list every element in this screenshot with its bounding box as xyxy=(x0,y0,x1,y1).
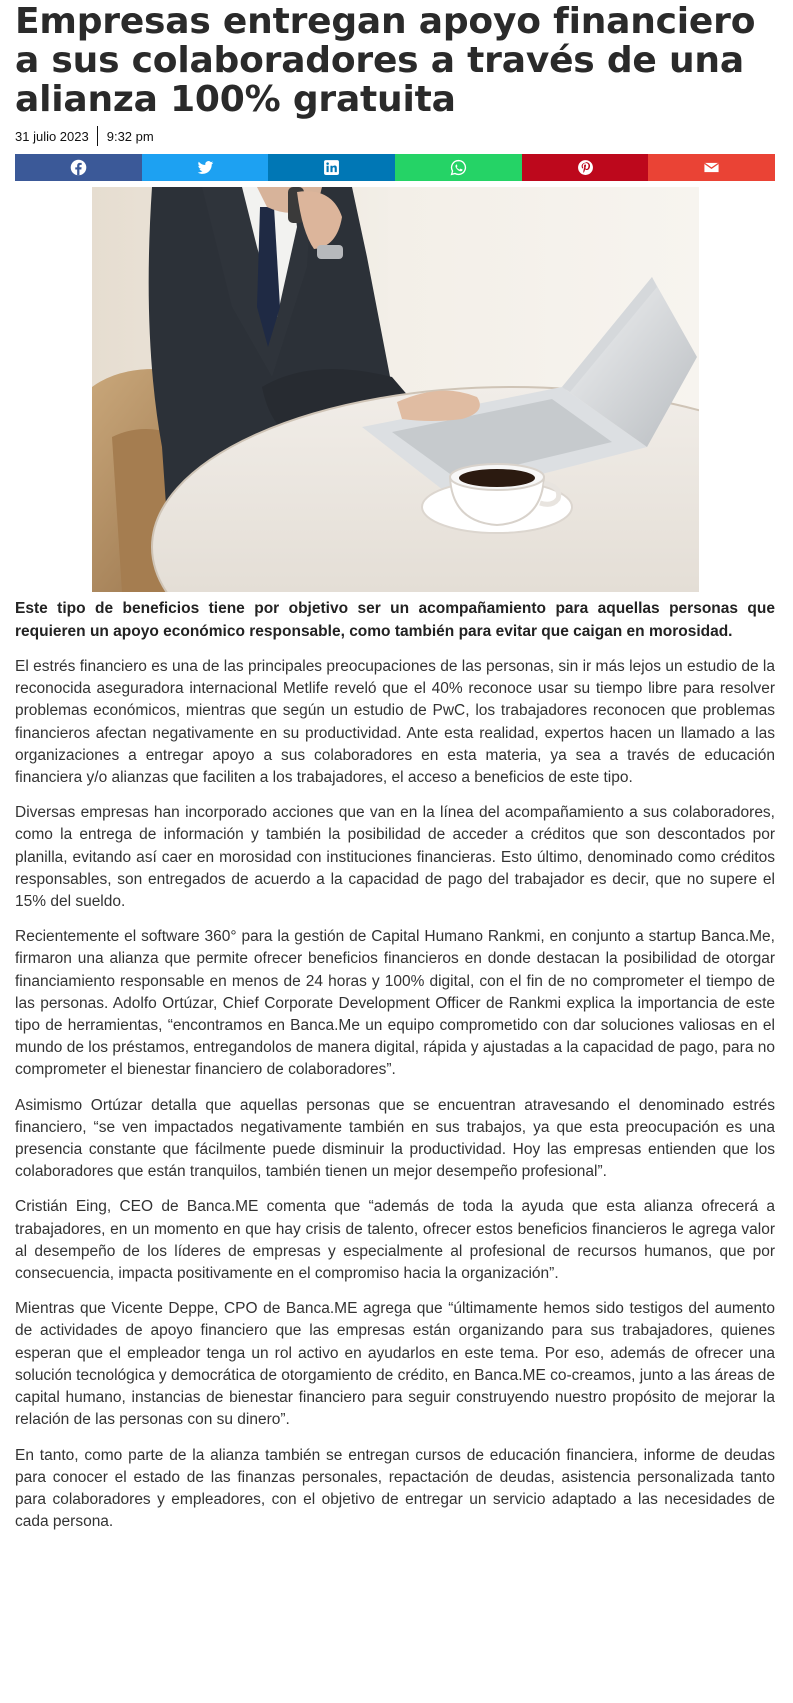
hero-image xyxy=(92,187,699,592)
article-paragraph: Cristián Eing, CEO de Banca.ME comenta que “además de toda la ayuda que esta alianza ofrecerá a trabajadores, en un momento en que hay crisis de talento, ofrecer estos beneficios financieros le agrega valor al desempeño de los líderes de empresas y especialmente al profesional de recursos humanos, que por consecuencia, impacta positivamente en el compromiso hacia la organización”. xyxy=(15,1198,775,1283)
publish-time: 9:32 pm xyxy=(106,128,154,144)
share-email-button[interactable] xyxy=(648,154,775,181)
share-facebook-button[interactable] xyxy=(15,154,142,181)
twitter-icon xyxy=(197,159,214,176)
article-paragraph: Diversas empresas han incorporado acciones que van en la línea del acompañamiento a sus colaboradores, como la entrega de información y también la posibilidad de acceder a créditos que son descontados por planilla, evitando así caer en morosidad con instituciones financieras. Esto último, denominado como créditos responsables, son entregados de acuerdo a la capacidad de pago del trabajador es decir, que no supere el 15% del sueldo. xyxy=(15,804,775,911)
publish-date: 31 julio 2023 xyxy=(15,128,89,144)
article-content xyxy=(15,0,775,1533)
share-linkedin-button[interactable] xyxy=(268,154,395,181)
share-whatsapp-button[interactable] xyxy=(395,154,522,181)
whatsapp-icon xyxy=(450,159,467,176)
pinterest-icon xyxy=(577,159,594,176)
facebook-icon xyxy=(70,159,87,176)
article-meta xyxy=(15,125,775,147)
linkedin-icon xyxy=(323,159,340,176)
article-paragraph: El estrés financiero es una de las principales preocupaciones de las personas, sin ir más lejos un estudio de la reconocida aseguradora internacional Metlife reveló que el 40% reconoce usar su tiempo libre para resolver problemas económicos, mientras que según un estudio de PwC, los trabajadores reconocen que problemas financieros afectan negativamente en su productividad. Ante esta realidad, expertos hacen un llamado a las organizaciones a entregar apoyo a sus colaboradores en esta materia, ya sea a través de educación financiera y/o alianzas que faciliten a los trabajadores, el acceso a beneficios de este tipo. xyxy=(15,658,775,787)
businessman-laptop-coffee-photo xyxy=(92,187,699,592)
share-twitter-button[interactable] xyxy=(142,154,269,181)
article-paragraph: Mientras que Vicente Deppe, CPO de Banca.ME agrega que “últimamente hemos sido testigos del aumento de actividades de apoyo financiero que las empresas están organizando para sus trabajadores, quienes esperan que el empleador tenga un rol activo en ayudarlos en este tema. Por eso, además de ofrecer una solución tecnológica y democrática de otorgamiento de crédito, en Banca.ME co-creamos, junto a las áreas de capital humano, instancias de bienestar financiero para seguir construyendo nuestro propósito de mejorar la relación de las personas con su dinero”. xyxy=(15,1300,775,1429)
article-title: Empresas entregan apoyo financiero a sus colaboradores a través de una alianza 100% gratuita xyxy=(15,1,756,120)
article-lead: Este tipo de beneficios tiene por objetivo ser un acompañamiento para aquellas personas que requieren un apoyo económico responsable, como también para evitar que caigan en morosidad. xyxy=(15,600,775,640)
article-paragraph: En tanto, como parte de la alianza también se entregan cursos de educación financiera, informe de deudas para conocer el estado de las finanzas personales, repactación de deudas, asistencia personalizada tanto para colaboradores y empleadores, con el objetivo de entregar un servicio adaptado a las necesidades de cada persona. xyxy=(15,1446,775,1531)
email-icon xyxy=(703,159,720,176)
share-bar xyxy=(15,154,775,181)
share-pinterest-button[interactable] xyxy=(522,154,649,181)
article-paragraph: Asimismo Ortúzar detalla que aquellas personas que se encuentran atravesando el denominado estrés financiero, “se ven impactados negativamente también en sus trabajos, ya que esta preocupación es una presencia constante que fácilmente puede disminuir la productividad. Hoy las empresas entienden que los colaboradores que están tranquilos, también tienen un mejor desempeño profesional”. xyxy=(15,1096,775,1181)
article-paragraph: Recientemente el software 360° para la gestión de Capital Humano Rankmi, en conjunto a startup Banca.Me, firmaron una alianza que permite ofrecer beneficios financieros en donde destacan la posibilidad de otorgar financiamiento responsable en menos de 24 horas y 100% digital, con el fin de no comprometer el tiempo de las personas. Adolfo Ortúzar, Chief Corporate Development Officer de Rankmi explica la importancia de este tipo de herramientas, “encontramos en Banca.Me un equipo comprometido con dar soluciones valiosas en el mundo de los préstamos, entregandolos de manera digital, rápida y ajustadas a la capacidad de pago, para no comprometer el bienestar financiero de colaboradores”. xyxy=(15,928,775,1079)
